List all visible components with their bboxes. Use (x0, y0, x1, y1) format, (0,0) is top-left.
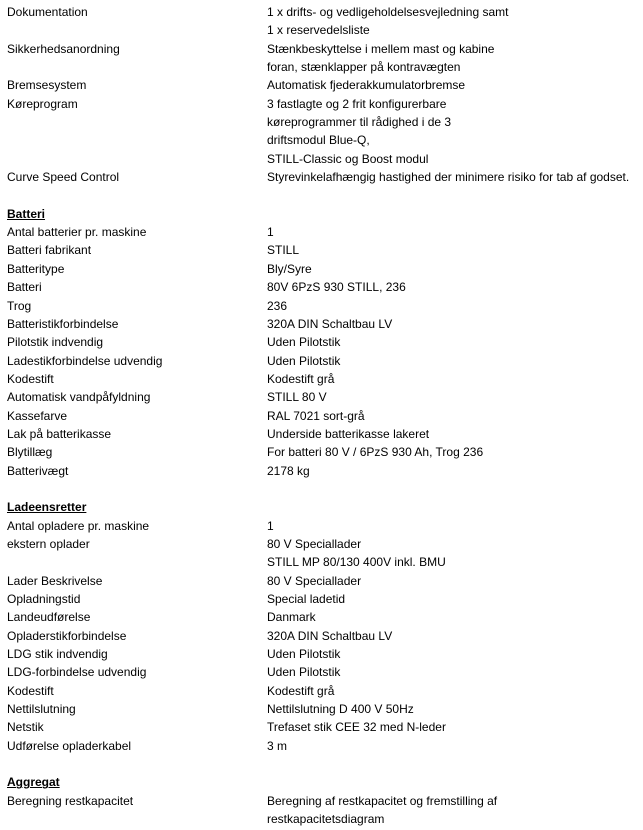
section-heading: Aggregat (7, 775, 60, 790)
spec-row (0, 76, 643, 94)
spec-row (0, 572, 643, 590)
spec-value: STILL 80 V (267, 390, 327, 405)
spec-value: Uden Pilotstik (267, 353, 341, 368)
spec-value: Styrevinkelafhængig hastighed der minimere risiko for tab af godset. (267, 170, 630, 185)
spec-value: Uden Pilotstik (267, 665, 341, 680)
section-heading-line (0, 498, 643, 516)
spec-value: Kodestift grå (267, 683, 335, 698)
spec-value: Uden Pilotstik (267, 647, 341, 662)
spec-label: Kodestift (7, 683, 54, 698)
spec-label: Sikkerhedsanordning (7, 41, 120, 56)
spec-label: Blytillæg (7, 445, 53, 460)
spec-label: Kassefarve (7, 408, 68, 423)
spec-value: 320A DIN Schaltbau LV (267, 316, 393, 331)
spec-row (0, 370, 643, 388)
spec-row (0, 718, 643, 736)
spec-label: Batteritype (7, 261, 65, 276)
spec-document (0, 3, 643, 828)
spec-label: Dokumentation (7, 5, 88, 19)
spec-label: LDG-forbindelse udvendig (7, 665, 147, 680)
spec-label: Netstik (7, 720, 44, 735)
spec-row (0, 241, 643, 259)
spec-value: Underside batterikasse lakeret (267, 426, 430, 441)
spec-label: Landeudførelse (7, 610, 91, 625)
spec-row (0, 645, 643, 663)
spec-value: køreprogrammer til rådighed i de 3 (267, 115, 452, 130)
spec-label: Antal opladere pr. maskine (7, 518, 150, 533)
spec-row (0, 113, 643, 131)
spec-value: Danmark (267, 610, 316, 625)
spec-label: Kodestift (7, 371, 54, 386)
spec-value: STILL-Classic og Boost modul (267, 151, 429, 166)
spec-row (0, 535, 643, 553)
spec-row (0, 700, 643, 718)
spec-value: Trefaset stik CEE 32 med N-leder (267, 720, 446, 735)
spec-value: RAL 7021 sort-grå (267, 408, 365, 423)
spec-value: Kodestift grå (267, 371, 335, 386)
spec-row (0, 810, 643, 828)
spec-value: For batteri 80 V / 6PzS 930 Ah, Trog 236 (267, 445, 484, 460)
spec-row (0, 443, 643, 461)
spec-row (0, 223, 643, 241)
spec-value: Special ladetid (267, 592, 346, 606)
spec-row (0, 40, 643, 58)
spec-label: Nettilslutning (7, 702, 76, 717)
section-heading: Batteri (7, 206, 46, 221)
spec-label: Pilotstik indvendig (7, 335, 104, 350)
section-heading-line (0, 773, 643, 791)
spec-label: ekstern oplader (7, 536, 90, 551)
spec-value: STILL MP 80/130 400V inkl. BMU (267, 555, 446, 570)
spec-value: 3 fastlagte og 2 frit konfigurerbare (267, 96, 447, 111)
spec-label: Lader Beskrivelse (7, 573, 103, 588)
spec-row (0, 131, 643, 149)
spec-label: Batteristikforbindelse (7, 316, 119, 331)
spec-label: Ladestikforbindelse udvendig (7, 353, 163, 368)
spec-row (0, 278, 643, 296)
spec-label: Automatisk vandpåfyldning (7, 390, 151, 405)
spec-value: Beregning af restkapacitet og fremstilling af (267, 793, 498, 808)
spec-value: STILL (267, 243, 300, 258)
spec-label: Beregning restkapacitet (7, 793, 134, 808)
spec-row (0, 3, 643, 21)
spec-row (0, 297, 643, 315)
spec-row (0, 627, 643, 645)
spec-row (0, 737, 643, 755)
spec-value: Nettilslutning D 400 V 50Hz (267, 702, 414, 717)
spec-value: 80 V Speciallader (267, 573, 362, 588)
spec-label: Batteri fabrikant (7, 243, 92, 258)
spec-row (0, 21, 643, 39)
spec-value: 1 (267, 225, 274, 240)
spec-value: Bly/Syre (267, 261, 312, 276)
spec-label: Køreprogram (7, 96, 78, 111)
spec-row (0, 663, 643, 681)
section-heading-line (0, 205, 643, 223)
spec-value: 320A DIN Schaltbau LV (267, 628, 393, 643)
spec-label: Lak på batterikasse (7, 426, 112, 441)
spec-row (0, 168, 643, 186)
spec-value: 236 (267, 298, 288, 313)
spec-row (0, 425, 643, 443)
spec-row (0, 95, 643, 113)
spec-row (0, 792, 643, 810)
spec-label: Opladningstid (7, 592, 81, 606)
spec-label: Curve Speed Control (7, 170, 120, 185)
spec-value: 80 V Speciallader (267, 536, 362, 551)
spec-value: 1 x reservedelsliste (267, 23, 370, 38)
spec-row (0, 150, 643, 168)
spec-label: Batterivægt (7, 463, 69, 478)
spec-value: 1 x drifts- og vedligeholdelsesvejledning samt (267, 5, 509, 19)
spec-row (0, 682, 643, 700)
spec-label: Trog (7, 298, 32, 313)
spec-label: Batteri (7, 280, 42, 295)
section-heading: Ladeensretter (7, 500, 87, 515)
spec-row (0, 388, 643, 406)
spec-row (0, 590, 643, 608)
spec-row (0, 608, 643, 626)
spec-row (0, 315, 643, 333)
spec-value: 80V 6PzS 930 STILL, 236 (267, 280, 406, 295)
spec-label: Udførelse opladerkabel (7, 738, 132, 753)
spec-value: Automatisk fjederakkumulatorbremse (267, 78, 466, 93)
spec-value: Uden Pilotstik (267, 335, 341, 350)
spec-value: foran, stænklapper på kontravægten (267, 60, 461, 75)
spec-label: LDG stik indvendig (7, 647, 108, 662)
spec-row (0, 333, 643, 351)
blank-line (0, 755, 643, 773)
spec-row (0, 58, 643, 76)
spec-value: 1 (267, 518, 274, 533)
spec-value: driftsmodul Blue-Q, (267, 133, 370, 148)
spec-row (0, 260, 643, 278)
spec-row (0, 407, 643, 425)
spec-value: 2178 kg (267, 463, 310, 478)
spec-label: Bremsesystem (7, 78, 87, 93)
blank-line (0, 186, 643, 204)
spec-label: Antal batterier pr. maskine (7, 225, 147, 240)
spec-label: Opladerstikforbindelse (7, 628, 127, 643)
spec-row (0, 553, 643, 571)
spec-row (0, 352, 643, 370)
spec-value: 3 m (267, 738, 288, 753)
spec-row (0, 462, 643, 480)
spec-value: Stænkbeskyttelse i mellem mast og kabine (267, 41, 495, 56)
blank-line (0, 480, 643, 498)
spec-row (0, 517, 643, 535)
spec-value: restkapacitetsdiagram (267, 812, 385, 827)
